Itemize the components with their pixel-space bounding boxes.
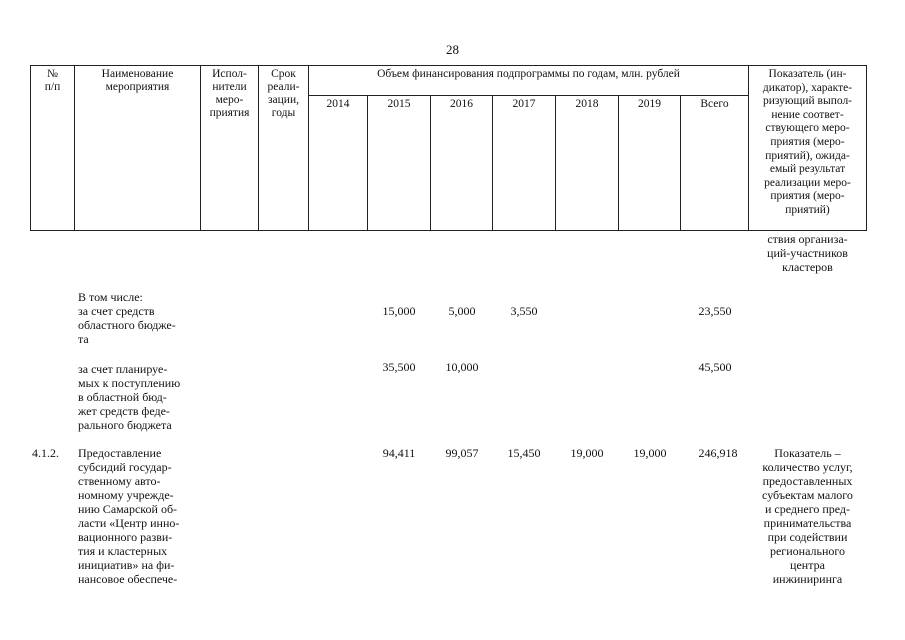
header-year-2017: 2017 bbox=[512, 98, 536, 110]
header-num: № п/п bbox=[44, 68, 61, 93]
row-number: 4.1.2. bbox=[32, 446, 59, 460]
value-2015: 94,411 bbox=[382, 446, 416, 460]
value-2016: 99,057 bbox=[445, 446, 479, 460]
value-total: 246,918 bbox=[698, 446, 738, 460]
value-2015: 15,000 bbox=[382, 304, 416, 318]
row-name: Предоставление субсидий государ- ственному авто- номному учрежде- нию Самарской об- ласти «Центр инно- вационного разви- тия и кластерных инициатив» на фи- нансовое обеспече- bbox=[78, 446, 180, 586]
header-year-2016: 2016 bbox=[450, 98, 473, 110]
header-year-2015: 2015 bbox=[387, 98, 411, 110]
value-2019: 19,000 bbox=[633, 446, 667, 460]
value-2016: 10,000 bbox=[445, 360, 479, 374]
value-2017: 3,550 bbox=[510, 304, 538, 318]
value-2015: 35,500 bbox=[382, 360, 416, 374]
value-2018: 19,000 bbox=[570, 446, 604, 460]
header-funding: Объем финансирования подпрограммы по годам, млн. рублей bbox=[377, 68, 680, 80]
value-2016: 5,000 bbox=[448, 304, 476, 318]
value-total: 23,550 bbox=[698, 304, 732, 318]
page-number: 28 bbox=[446, 42, 459, 57]
header-total: Всего bbox=[700, 98, 729, 110]
header-year-2018: 2018 bbox=[575, 98, 599, 110]
value-total: 45,500 bbox=[698, 360, 732, 374]
row-name: за счет планируе- мых к поступлению в областной бюд- жет средств феде- рального бюджета bbox=[78, 362, 181, 432]
header-year-2014: 2014 bbox=[326, 98, 350, 110]
row-indicator: Показатель – количество услуг, предоставленных субъектам малого и среднего пред- принимательства при содействии регионального центра инжиниринга bbox=[762, 446, 853, 586]
header-name: Наименование мероприятия bbox=[101, 68, 174, 93]
header-year-2019: 2019 bbox=[638, 98, 661, 110]
continuation-indicator: ствия организа- ций-участников кластеров bbox=[767, 232, 848, 274]
value-2017: 15,450 bbox=[507, 446, 541, 460]
row-name: В том числе: за счет средств областного бюдже- та bbox=[78, 290, 176, 346]
header-term: Срок реали- зации, годы bbox=[267, 68, 300, 119]
header-indicator: Показатель (ин- дикатор), характе- ризующий выпол- нение соответ- ствующего меро- приятия (меро- приятий), ожида- емый результат реализации меро- приятия (меро- приятий) bbox=[762, 68, 853, 216]
header-executors: Испол- нители меро- приятия bbox=[209, 68, 250, 119]
